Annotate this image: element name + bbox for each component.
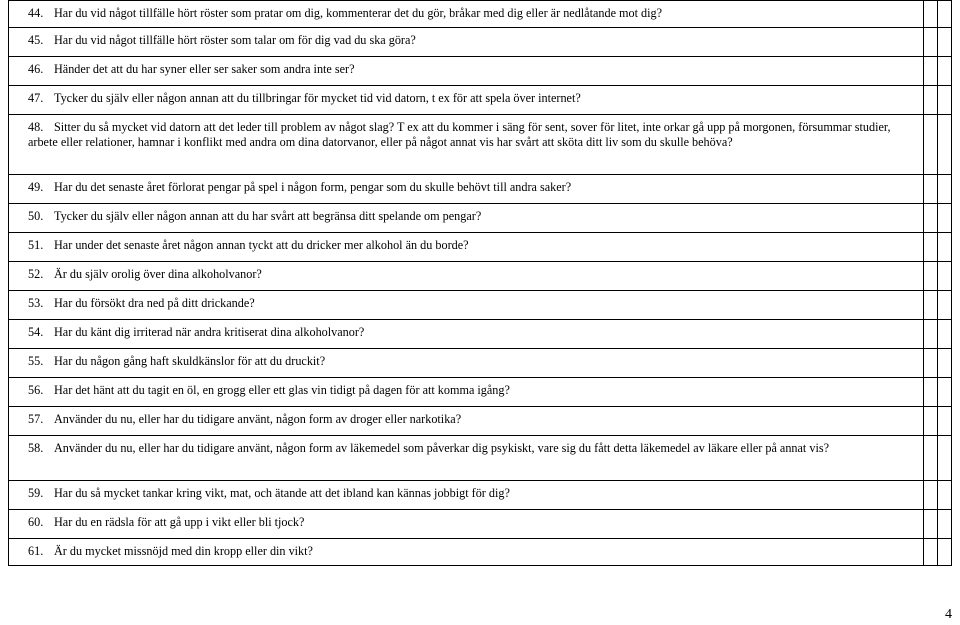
answer-box-yes[interactable] xyxy=(924,262,938,291)
question-row xyxy=(9,28,952,57)
question-row xyxy=(9,407,952,436)
question-cell xyxy=(9,1,924,28)
question-cell xyxy=(9,86,924,115)
question-number: 49. xyxy=(28,180,44,194)
answer-box-yes[interactable] xyxy=(924,291,938,320)
question-number: 46. xyxy=(28,62,44,76)
question-cell xyxy=(9,28,924,57)
answer-box-yes[interactable] xyxy=(924,57,938,86)
question-text: Är du mycket missnöjd med din kropp eller din vikt? xyxy=(54,544,313,558)
question-number: 54. xyxy=(28,325,44,339)
question-row xyxy=(9,115,952,175)
question-text: Har det hänt att du tagit en öl, en grogg eller ett glas vin tidigt på dagen för att komma igång? xyxy=(54,383,510,397)
question-row xyxy=(9,262,952,291)
question-number: 53. xyxy=(28,296,44,310)
question-number: 45. xyxy=(28,33,44,47)
answer-box-yes[interactable] xyxy=(924,204,938,233)
question-cell xyxy=(9,510,924,539)
answer-box-yes[interactable] xyxy=(924,86,938,115)
answer-box-yes[interactable] xyxy=(924,407,938,436)
question-row xyxy=(9,175,952,204)
answer-box-no[interactable] xyxy=(938,436,952,481)
answer-box-yes[interactable] xyxy=(924,510,938,539)
question-text: Har du vid något tillfälle hört röster som talar om för dig vad du ska göra? xyxy=(54,33,416,47)
question-number: 44. xyxy=(28,6,44,20)
answer-box-no[interactable] xyxy=(938,539,952,566)
question-row xyxy=(9,481,952,510)
question-text: Tycker du själv eller någon annan att du tillbringar för mycket tid vid datorn, t ex för att spela över internet? xyxy=(54,91,581,105)
answer-box-yes[interactable] xyxy=(924,233,938,262)
question-cell xyxy=(9,436,924,481)
question-text: Har du försökt dra ned på ditt drickande? xyxy=(54,296,255,310)
question-text: Sitter du så mycket vid datorn att det leder till problem av något slag? T ex att du kommer i säng för sent, sover för litet, inte orkar gå upp på morgonen, försummar studier, arbete eller relationer, hamnar i konflikt med andra om dina datorvanor, eller på något annat vis har svårt att sköta ditt liv som du skulle behöva? xyxy=(28,120,891,149)
question-number: 61. xyxy=(28,544,44,558)
answer-box-no[interactable] xyxy=(938,175,952,204)
answer-box-no[interactable] xyxy=(938,57,952,86)
question-cell xyxy=(9,378,924,407)
answer-box-no[interactable] xyxy=(938,262,952,291)
answer-box-no[interactable] xyxy=(938,28,952,57)
question-text: Tycker du själv eller någon annan att du har svårt att begränsa ditt spelande om pengar? xyxy=(54,209,482,223)
question-text: Har du en rädsla för att gå upp i vikt eller bli tjock? xyxy=(54,515,305,529)
question-text: Har du vid något tillfälle hört röster som pratar om dig, kommenterar det du gör, bråkar med dig eller är nedlåtande mot dig? xyxy=(54,6,663,20)
answer-box-yes[interactable] xyxy=(924,539,938,566)
question-row xyxy=(9,57,952,86)
answer-box-no[interactable] xyxy=(938,407,952,436)
answer-box-no[interactable] xyxy=(938,349,952,378)
question-row xyxy=(9,378,952,407)
answer-box-no[interactable] xyxy=(938,291,952,320)
question-text: Har du så mycket tankar kring vikt, mat, och ätande att det ibland kan kännas jobbigt för dig? xyxy=(54,486,510,500)
answer-box-no[interactable] xyxy=(938,86,952,115)
answer-box-yes[interactable] xyxy=(924,28,938,57)
question-number: 55. xyxy=(28,354,44,368)
question-row xyxy=(9,86,952,115)
question-cell xyxy=(9,262,924,291)
answer-box-yes[interactable] xyxy=(924,175,938,204)
question-text: Har du känt dig irriterad när andra kritiserat dina alkoholvanor? xyxy=(54,325,365,339)
question-text: Är du själv orolig över dina alkoholvanor? xyxy=(54,267,262,281)
answer-box-no[interactable] xyxy=(938,1,952,28)
answer-box-no[interactable] xyxy=(938,204,952,233)
question-row xyxy=(9,204,952,233)
question-text: Händer det att du har syner eller ser saker som andra inte ser? xyxy=(54,62,355,76)
question-number: 59. xyxy=(28,486,44,500)
question-number: 47. xyxy=(28,91,44,105)
answer-box-no[interactable] xyxy=(938,233,952,262)
question-row xyxy=(9,1,952,28)
answer-box-yes[interactable] xyxy=(924,1,938,28)
question-text: Har du någon gång haft skuldkänslor för att du druckit? xyxy=(54,354,326,368)
question-cell xyxy=(9,481,924,510)
question-row xyxy=(9,291,952,320)
answer-box-no[interactable] xyxy=(938,481,952,510)
question-cell xyxy=(9,115,924,175)
question-number: 52. xyxy=(28,267,44,281)
answer-box-yes[interactable] xyxy=(924,115,938,175)
page-number: 4 xyxy=(945,607,952,622)
question-row xyxy=(9,539,952,566)
question-text: Använder du nu, eller har du tidigare använt, någon form av läkemedel som påverkar dig psykiskt, vare sig du fått detta läkemedel av läkare eller på annat vis? xyxy=(54,441,829,455)
question-number: 57. xyxy=(28,412,44,426)
answer-box-yes[interactable] xyxy=(924,349,938,378)
answer-box-no[interactable] xyxy=(938,115,952,175)
question-cell xyxy=(9,407,924,436)
question-text: Använder du nu, eller har du tidigare använt, någon form av droger eller narkotika? xyxy=(54,412,462,426)
question-row xyxy=(9,510,952,539)
question-number: 50. xyxy=(28,209,44,223)
question-row xyxy=(9,349,952,378)
question-cell xyxy=(9,539,924,566)
question-cell xyxy=(9,291,924,320)
question-cell xyxy=(9,320,924,349)
question-text: Har under det senaste året någon annan tyckt att du dricker mer alkohol än du borde? xyxy=(54,238,469,252)
question-cell xyxy=(9,349,924,378)
answer-box-no[interactable] xyxy=(938,378,952,407)
question-text: Har du det senaste året förlorat pengar på spel i någon form, pengar som du skulle behövt till andra saker? xyxy=(54,180,572,194)
answer-box-no[interactable] xyxy=(938,320,952,349)
question-cell xyxy=(9,57,924,86)
question-number: 56. xyxy=(28,383,44,397)
answer-box-yes[interactable] xyxy=(924,320,938,349)
answer-box-yes[interactable] xyxy=(924,436,938,481)
question-cell xyxy=(9,233,924,262)
answer-box-yes[interactable] xyxy=(924,378,938,407)
question-number: 58. xyxy=(28,441,44,455)
question-cell xyxy=(9,175,924,204)
question-row xyxy=(9,436,952,481)
questionnaire-table xyxy=(8,0,952,566)
question-number: 48. xyxy=(28,120,44,134)
question-row xyxy=(9,320,952,349)
answer-box-yes[interactable] xyxy=(924,481,938,510)
question-row xyxy=(9,233,952,262)
question-cell xyxy=(9,204,924,233)
question-number: 60. xyxy=(28,515,44,529)
answer-box-no[interactable] xyxy=(938,510,952,539)
question-number: 51. xyxy=(28,238,44,252)
